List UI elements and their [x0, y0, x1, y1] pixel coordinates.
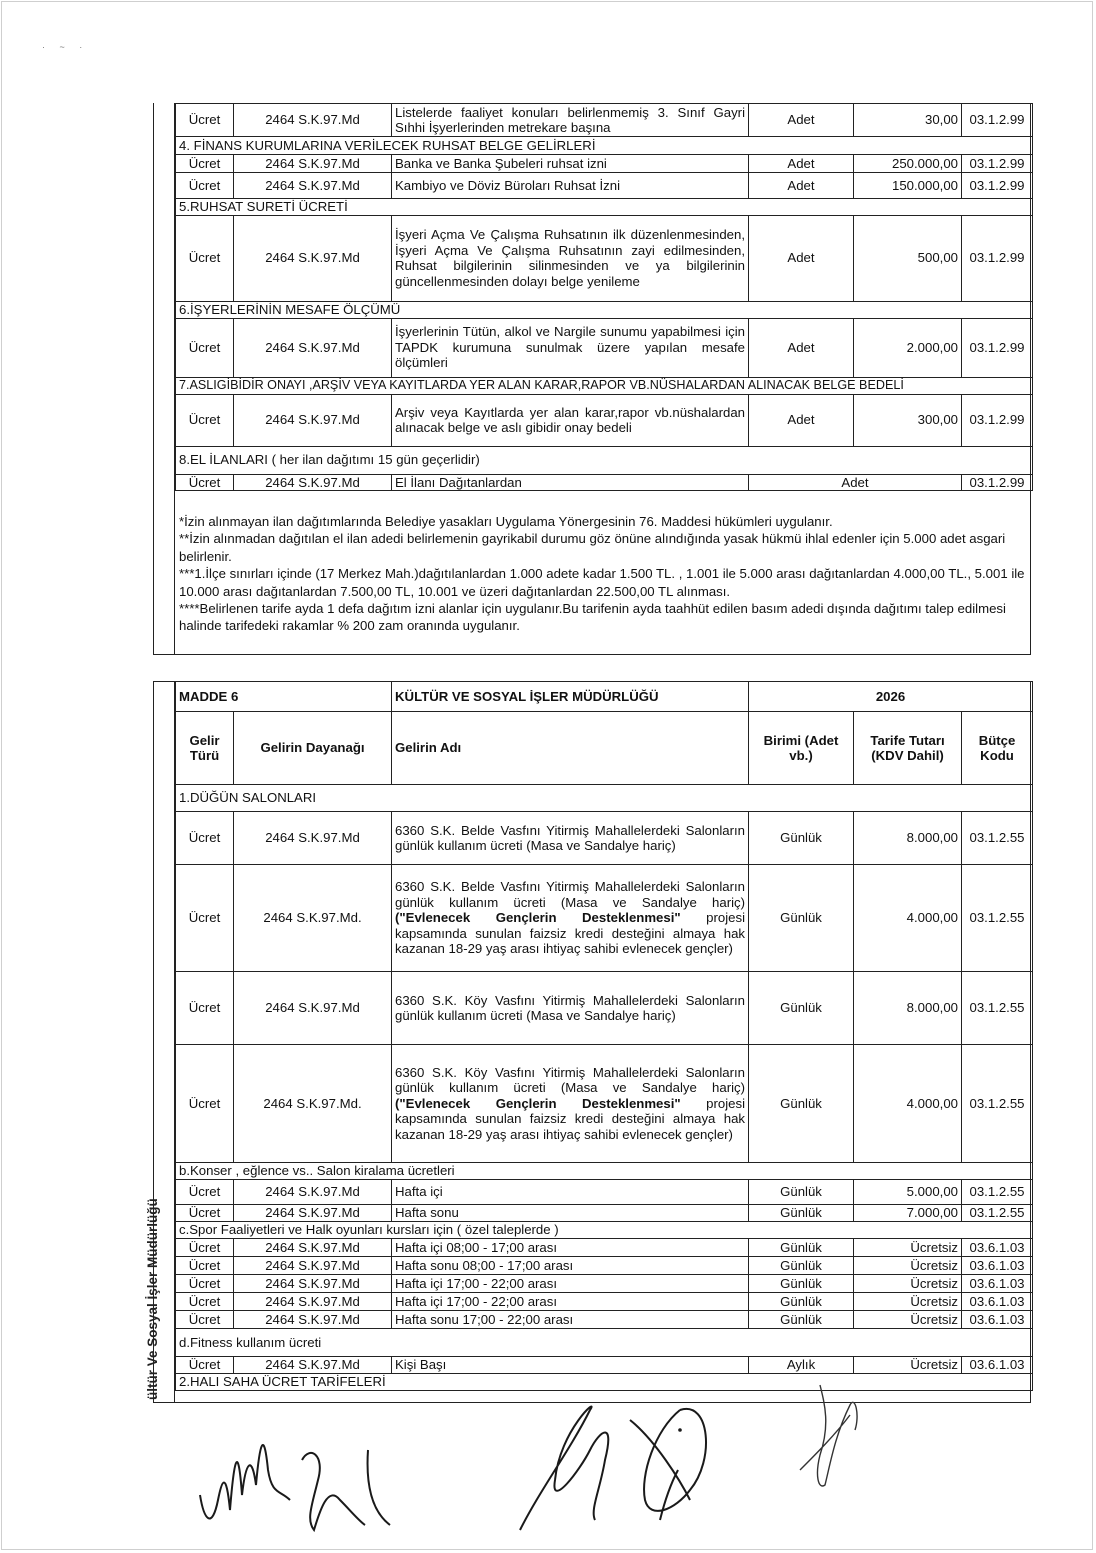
- scan-artifact: · ~ ·: [42, 42, 89, 52]
- cell-butce-kodu: 03.6.1.03: [962, 1311, 1033, 1329]
- section-row: [176, 1163, 1033, 1180]
- cell-butce-kodu: 03.1.2.99: [962, 318, 1033, 377]
- header-butce-kodu: Bütçe Kodu: [962, 712, 1033, 785]
- cell-dayanak: 2464 S.K.97.Md: [234, 1275, 392, 1293]
- table-row: [176, 394, 1033, 446]
- cell-birim: Günlük: [749, 1205, 854, 1222]
- project-name-bold: ("Evlenecek Gençlerin Desteklenmesi": [395, 910, 681, 926]
- cell-gelir-turu: Ücret: [176, 104, 234, 137]
- cell-butce-kodu: 03.1.2.99: [962, 104, 1033, 137]
- cell-tutar: Ücretsiz: [854, 1293, 962, 1311]
- cell-dayanak: 2464 S.K.97.Md: [234, 1205, 392, 1222]
- table-row: [176, 1257, 1033, 1275]
- section-row: [176, 199, 1033, 216]
- cell-birim: Aylık: [749, 1357, 854, 1374]
- cell-butce-kodu: 03.1.2.99: [962, 215, 1033, 301]
- table-row: [176, 812, 1033, 865]
- cell-tutar: 7.000,00: [854, 1205, 962, 1222]
- table-row: [176, 972, 1033, 1045]
- header-row: [176, 712, 1033, 785]
- cell-birim: Günlük: [749, 812, 854, 865]
- cell-butce-kodu: 03.6.1.03: [962, 1357, 1033, 1374]
- cell-tutar: Ücretsiz: [854, 1257, 962, 1275]
- cell-dayanak: 2464 S.K.97.Md: [234, 1180, 392, 1205]
- cell-dayanak: 2464 S.K.97.Md: [234, 972, 392, 1045]
- cell-butce-kodu: 03.1.2.55: [962, 1045, 1033, 1163]
- cell-gelir-turu: Ücret: [176, 1311, 234, 1329]
- section-heading: 5.RUHSAT SURETİ ÜCRETİ: [176, 199, 1033, 216]
- table-row: [176, 1275, 1033, 1293]
- cell-gelir-adi: Hafta içi: [392, 1180, 749, 1205]
- cell-dayanak: 2464 S.K.97.Md: [234, 1239, 392, 1257]
- text-part: 6360 S.K. Köy Vasfını Yitirmiş Mahallelerdeki Salonların günlük kullanım ücreti (Masa ve Sandalye hariç): [395, 1064, 746, 1096]
- mudurluk-title: KÜLTÜR VE SOSYAL İŞLER MÜDÜRLÜĞÜ: [392, 682, 749, 712]
- cell-dayanak: 2464 S.K.97.Md: [234, 812, 392, 865]
- footnotes: [179, 513, 1029, 635]
- table-row: [176, 474, 1033, 491]
- cell-butce-kodu: 03.1.2.55: [962, 1180, 1033, 1205]
- cell-gelir-adi: Arşiv veya Kayıtlarda yer alan karar,rapor vb.nüshalardan alınacak belge ve aslı gibidir onay bedeli: [392, 394, 749, 446]
- cell-gelir-turu: Ücret: [176, 215, 234, 301]
- cell-gelir-turu: Ücret: [176, 394, 234, 446]
- section-heading: 7.ASLIGİBİDİR ONAYI ,ARŞİV VEYA KAYITLARDA YER ALAN KARAR,RAPOR VB.NÜSHALARDAN ALINACAK BELGE BEDELİ: [176, 377, 1033, 394]
- cell-gelir-adi: Hafta sonu: [392, 1205, 749, 1222]
- cell-gelir-turu: Ücret: [176, 474, 234, 491]
- table-row: [176, 1311, 1033, 1329]
- cell-tutar: Ücretsiz: [854, 1357, 962, 1374]
- section-heading: c.Spor Faaliyetleri ve Halk oyunları kursları için ( özel taleplerde ): [176, 1222, 1033, 1239]
- footnote-4: ****Belirlenen tarife ayda 1 defa dağıtım izni alanlar için uygulanır.Bu tarifenin ayda taahhüt edilen basım adedi dışında dağıtımı talep edilmesi halinde tarifedeki rakamlar % 200 zam oranında uygulanır.: [179, 601, 1006, 634]
- footnote-2: **İzin alınmadan dağıtılan el ilan adedi belirlemenin gayrikabil durumu göz önüne alındığında yasak hükmü ihlal edenler için 5.000 adet asgari belirlenir.: [179, 531, 1006, 564]
- cell-tutar: 250.000,00: [854, 155, 962, 173]
- cell-gelir-adi: [392, 1045, 749, 1163]
- cell-gelir-adi: İşyeri Açma Ve Çalışma Ruhsatının ilk düzenlenmesinden, İşyeri Açma Ve Çalışma Ruhsatının zayi edilmesinden, Ruhsat bilgilerinin silinmesinden ve ya bilgilerinin güncellenmesinden dolayı belge yenileme: [392, 215, 749, 301]
- cell-gelir-adi: Hafta içi 17;00 - 22;00 arası: [392, 1293, 749, 1311]
- cell-butce-kodu: 03.1.2.99: [962, 155, 1033, 173]
- cell-tutar: Ücretsiz: [854, 1311, 962, 1329]
- table-row: [176, 1293, 1033, 1311]
- cell-butce-kodu: 03.1.2.99: [962, 173, 1033, 199]
- cell-dayanak: 2464 S.K.97.Md: [234, 215, 392, 301]
- cell-birim: Günlük: [749, 1239, 854, 1257]
- footnote-3: ***1.İlçe sınırları içinde (17 Merkez Mah.)dağıtılanlardan 1.000 adete kadar 1.500 TL. , 1.001 ile 5.000 arası dağıtanlardan 4.000,00 TL., 5.001 ile 10.000 arası dağıtanlardan 7.500,00 TL, 10.001 ve üzeri dağıtanlardan 22.500,00 TL alınması.: [179, 566, 1025, 599]
- section-heading: b.Konser , eğlence vs.. Salon kiralama ücretleri: [176, 1163, 1033, 1180]
- section-heading: 1.DÜĞÜN SALONLARI: [176, 785, 1033, 812]
- cell-tutar: 150.000,00: [854, 173, 962, 199]
- cell-tutar: Ücretsiz: [854, 1239, 962, 1257]
- section-row: [176, 785, 1033, 812]
- cell-gelir-adi: İşyerlerinin Tütün, alkol ve Nargile sunumu yapabilmesi için TAPDK kurumuna sunulmak üzere yapılan mesafe ölçümleri: [392, 318, 749, 377]
- footnote-1: *İzin alınmayan ilan dağıtımlarında Belediye yasakları Uygulama Yönergesinin 76. Maddesi hükümleri uygulanır.: [179, 514, 833, 529]
- cell-tutar: 300,00: [854, 394, 962, 446]
- cell-tutar: 30,00: [854, 104, 962, 137]
- cell-gelir-turu: Ücret: [176, 155, 234, 173]
- table-row: [176, 104, 1033, 137]
- cell-dayanak: 2464 S.K.97.Md: [234, 318, 392, 377]
- table-row: [176, 1180, 1033, 1205]
- cell-butce-kodu: 03.1.2.55: [962, 865, 1033, 972]
- header-dayanak: Gelirin Dayanağı: [234, 712, 392, 785]
- cell-birim: Günlük: [749, 972, 854, 1045]
- cell-dayanak: 2464 S.K.97.Md: [234, 474, 392, 491]
- section-row: [176, 137, 1033, 155]
- cell-butce-kodu: 03.1.2.55: [962, 972, 1033, 1045]
- cell-butce-kodu: 03.6.1.03: [962, 1275, 1033, 1293]
- cell-gelir-turu: Ücret: [176, 1180, 234, 1205]
- cell-dayanak: 2464 S.K.97.Md: [234, 1357, 392, 1374]
- header-gelir-turu: Gelir Türü: [176, 712, 234, 785]
- cell-gelir-turu: Ücret: [176, 318, 234, 377]
- section-heading: 6.İŞYERLERİNİN MESAFE ÖLÇÜMÜ: [176, 301, 1033, 318]
- cell-gelir-adi: Hafta içi 17;00 - 22;00 arası: [392, 1275, 749, 1293]
- signature-1: [190, 1400, 400, 1540]
- table-row: [176, 1205, 1033, 1222]
- text-part: projesi kapsamında sunulan faizsiz kredi desteğini almaya hak kazanan 18-29 yaş arası ihtiyaç sahibi evlenecek gençler): [395, 1095, 746, 1142]
- cell-dayanak: 2464 S.K.97.Md.: [234, 1045, 392, 1163]
- cell-gelir-turu: Ücret: [176, 1205, 234, 1222]
- cell-gelir-turu: Ücret: [176, 1045, 234, 1163]
- cell-birim: Günlük: [749, 1293, 854, 1311]
- cell-birim: Günlük: [749, 1045, 854, 1163]
- table-row: [176, 318, 1033, 377]
- cell-birim: Adet: [749, 104, 854, 137]
- cell-gelir-turu: Ücret: [176, 865, 234, 972]
- cell-dayanak: 2464 S.K.97.Md: [234, 104, 392, 137]
- cell-birim: Adet: [749, 318, 854, 377]
- cell-birim: Günlük: [749, 1180, 854, 1205]
- tariff-table-madde-6: [175, 681, 1033, 1391]
- cell-gelir-adi: Hafta sonu 08;00 - 17;00 arası: [392, 1257, 749, 1275]
- cell-tutar: Ücretsiz: [854, 1275, 962, 1293]
- signature-2: [440, 1390, 720, 1540]
- cell-birim: Adet: [749, 173, 854, 199]
- cell-dayanak: 2464 S.K.97.Md: [234, 1293, 392, 1311]
- year-label: 2026: [749, 682, 1033, 712]
- cell-gelir-turu: Ücret: [176, 173, 234, 199]
- cell-butce-kodu: 03.1.2.55: [962, 1205, 1033, 1222]
- cell-tutar: 5.000,00: [854, 1180, 962, 1205]
- table-row: [176, 1045, 1033, 1163]
- cell-gelir-adi: Kişi Başı: [392, 1357, 749, 1374]
- cell-birim: Adet: [749, 394, 854, 446]
- cell-gelir-turu: Ücret: [176, 1239, 234, 1257]
- cell-gelir-turu: Ücret: [176, 1293, 234, 1311]
- cell-birim: Günlük: [749, 1275, 854, 1293]
- section-row: [176, 1374, 1033, 1391]
- cell-gelir-adi: Kambiyo ve Döviz Büroları Ruhsat İzni: [392, 173, 749, 199]
- cell-gelir-adi: 6360 S.K. Köy Vasfını Yitirmiş Mahallelerdeki Salonların günlük kullanım ücreti (Masa ve Sandalye hariç): [392, 972, 749, 1045]
- cell-gelir-turu: Ücret: [176, 1257, 234, 1275]
- section-heading: 4. FİNANS KURUMLARINA VERİLECEK RUHSAT BELGE GELİRLERİ: [176, 137, 1033, 155]
- cell-dayanak: 2464 S.K.97.Md: [234, 394, 392, 446]
- text-part: projesi kapsamında sunulan faizsiz kredi desteğini almaya hak kazanan 18-29 yaş arası ihtiyaç sahibi evlenecek gençler): [395, 910, 746, 957]
- cell-butce-kodu: 03.6.1.03: [962, 1293, 1033, 1311]
- cell-birim: Adet: [749, 215, 854, 301]
- project-name-bold: ("Evlenecek Gençlerin Desteklenmesi": [395, 1095, 681, 1111]
- table-row: [176, 155, 1033, 173]
- cell-butce-kodu: 03.1.2.55: [962, 812, 1033, 865]
- cell-gelir-adi: El İlanı Dağıtanlardan: [392, 474, 749, 491]
- cell-dayanak: 2464 S.K.97.Md: [234, 173, 392, 199]
- cell-butce-kodu: 03.6.1.03: [962, 1239, 1033, 1257]
- section-row: [176, 1222, 1033, 1239]
- cell-butce-kodu: 03.1.2.99: [962, 474, 1033, 491]
- cell-gelir-adi: Banka ve Banka Şubeleri ruhsat izni: [392, 155, 749, 173]
- table-row: [176, 173, 1033, 199]
- section-row: [176, 301, 1033, 318]
- cell-gelir-turu: Ücret: [176, 1357, 234, 1374]
- tariff-table-top: [175, 103, 1033, 491]
- department-side-label: ültür Ve Sosyal İşler Müdürlüğü: [145, 1198, 160, 1400]
- cell-dayanak: 2464 S.K.97.Md: [234, 155, 392, 173]
- cell-gelir-turu: Ücret: [176, 972, 234, 1045]
- section-heading: 2.HALI SAHA ÜCRET TARİFELERİ: [176, 1374, 1033, 1391]
- cell-tutar: 8.000,00: [854, 972, 962, 1045]
- cell-gelir-adi: 6360 S.K. Belde Vasfını Yitirmiş Mahallelerdeki Salonların günlük kullanım ücreti (Masa ve Sandalye hariç): [392, 812, 749, 865]
- table-row: [176, 215, 1033, 301]
- cell-tutar: 4.000,00: [854, 1045, 962, 1163]
- section-row: [176, 446, 1033, 474]
- text-part: 6360 S.K. Belde Vasfını Yitirmiş Mahallelerdeki Salonların günlük kullanım ücreti (Masa ve Sandalye hariç): [395, 879, 746, 910]
- cell-gelir-adi: Listelerde faaliyet konuları belirlenmemiş 3. Sınıf Gayri Sıhhi İşyerlerinden metrekare başına: [392, 104, 749, 137]
- madde-label: MADDE 6: [176, 682, 392, 712]
- title-row: [176, 682, 1033, 712]
- cell-tutar: 2.000,00: [854, 318, 962, 377]
- cell-birim: Günlük: [749, 865, 854, 972]
- cell-birim: Adet: [749, 155, 854, 173]
- cell-tutar: 4.000,00: [854, 865, 962, 972]
- cell-gelir-adi: Hafta sonu 17;00 - 22;00 arası: [392, 1311, 749, 1329]
- cell-dayanak: 2464 S.K.97.Md.: [234, 865, 392, 972]
- cell-birim: Adet: [749, 474, 962, 491]
- section-row: [176, 1329, 1033, 1357]
- cell-birim: Günlük: [749, 1257, 854, 1275]
- cell-gelir-adi: Hafta içi 08;00 - 17;00 arası: [392, 1239, 749, 1257]
- cell-tutar: 8.000,00: [854, 812, 962, 865]
- header-tutar: Tarife Tutarı (KDV Dahil): [854, 712, 962, 785]
- section-heading: d.Fitness kullanım ücreti: [176, 1329, 1033, 1357]
- header-birim: Birimi (Adet vb.): [749, 712, 854, 785]
- cell-dayanak: 2464 S.K.97.Md: [234, 1257, 392, 1275]
- cell-butce-kodu: 03.1.2.99: [962, 394, 1033, 446]
- cell-tutar: 500,00: [854, 215, 962, 301]
- section-row: [176, 377, 1033, 394]
- header-gelir-adi: Gelirin Adı: [392, 712, 749, 785]
- cell-dayanak: 2464 S.K.97.Md: [234, 1311, 392, 1329]
- section-heading: 8.EL İLANLARI ( her ilan dağıtımı 15 gün geçerlidir): [176, 446, 1033, 474]
- table-row: [176, 1357, 1033, 1374]
- cell-butce-kodu: 03.6.1.03: [962, 1257, 1033, 1275]
- cell-gelir-turu: Ücret: [176, 1275, 234, 1293]
- table-row: [176, 865, 1033, 972]
- cell-gelir-turu: Ücret: [176, 812, 234, 865]
- signature-3: [780, 1375, 870, 1495]
- cell-gelir-adi: [392, 865, 749, 972]
- table-row: [176, 1239, 1033, 1257]
- cell-birim: Günlük: [749, 1311, 854, 1329]
